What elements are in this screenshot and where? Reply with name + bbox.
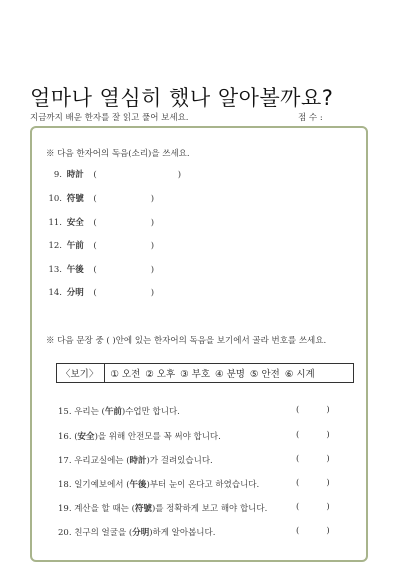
question-10 bbox=[30, 192, 154, 204]
answer-blank-15[interactable]: ( ) bbox=[296, 405, 330, 415]
hanja-word: 午前 bbox=[66, 241, 84, 251]
answer-blank[interactable]: ( ) bbox=[93, 170, 182, 180]
hanja-word: 午後 bbox=[129, 480, 147, 490]
sentence-start: 17. 우리교실에는 ( bbox=[58, 456, 130, 466]
section2-instruction: ※ 다음 문장 중 ( )안에 있는 한자어의 독음을 보기에서 골라 번호를 쓰세요. bbox=[46, 336, 327, 346]
question-9 bbox=[30, 168, 181, 180]
bogi-option-5: ⑤ 안전 bbox=[249, 369, 280, 380]
question-number: 11. bbox=[48, 218, 62, 228]
sentence-end: )을 위해 안전모를 꼭 써야 합니다. bbox=[94, 432, 221, 442]
sentence-start: 15. 우리는 ( bbox=[58, 407, 105, 417]
question-number: 14. bbox=[48, 288, 62, 298]
hanja-word: 分明 bbox=[132, 528, 150, 538]
question-13 bbox=[30, 263, 154, 275]
sentence-start: 19. 계산을 할 때는 ( bbox=[58, 504, 135, 514]
hanja-word: 符號 bbox=[66, 194, 84, 204]
answer-blank-20[interactable]: ( ) bbox=[296, 526, 330, 536]
question-number: 12. bbox=[48, 241, 62, 251]
answer-blank[interactable]: ( ) bbox=[93, 218, 155, 228]
score-label: 점 수 : bbox=[298, 113, 323, 123]
answer-blank[interactable]: ( ) bbox=[93, 194, 155, 204]
sentence-end: )를 정확하게 보고 해야 합니다. bbox=[151, 504, 268, 514]
hanja-word: 安全 bbox=[77, 432, 95, 442]
question-number: 9. bbox=[53, 170, 62, 180]
question-15 bbox=[58, 405, 180, 417]
answer-blank-18[interactable]: ( ) bbox=[296, 478, 330, 488]
worksheet-title: 얼마나 열심히 했나 알아볼까요? bbox=[30, 86, 334, 110]
bogi-box bbox=[56, 363, 354, 383]
sentence-end: )가 걸려있습니다. bbox=[146, 456, 213, 466]
answer-blank[interactable]: ( ) bbox=[93, 288, 155, 298]
bogi-option-6: ⑥ 시계 bbox=[284, 369, 315, 380]
hanja-word: 午前 bbox=[104, 407, 122, 417]
question-17 bbox=[58, 454, 213, 466]
answer-blank[interactable]: ( ) bbox=[93, 265, 155, 275]
sentence-end: )하게 알아봅니다. bbox=[149, 528, 216, 538]
bogi-label: 〈보기〉 bbox=[57, 364, 105, 382]
question-16 bbox=[58, 430, 221, 442]
sentence-start: 18. 일기예보에서 ( bbox=[58, 480, 130, 490]
hanja-word: 午後 bbox=[66, 265, 84, 275]
bogi-option-1: ① 오전 bbox=[110, 369, 141, 380]
section1-instruction: ※ 다음 한자어의 독음(소리)을 쓰세요. bbox=[46, 149, 190, 159]
bogi-option-2: ② 오후 bbox=[145, 369, 176, 380]
question-20 bbox=[58, 526, 215, 538]
sentence-end: )수업만 합니다. bbox=[121, 407, 180, 417]
bogi-option-4: ④ 분명 bbox=[215, 369, 245, 380]
hanja-word: 時計 bbox=[66, 170, 84, 180]
question-12 bbox=[30, 239, 154, 251]
answer-blank-19[interactable]: ( ) bbox=[296, 502, 330, 512]
sentence-start: 20. 친구의 얼굴을 ( bbox=[58, 528, 133, 538]
worksheet-subtitle: 지금까지 배운 한자를 잘 읽고 풀어 보세요. bbox=[30, 113, 189, 123]
question-18 bbox=[58, 478, 259, 490]
answer-blank-17[interactable]: ( ) bbox=[296, 454, 330, 464]
question-19 bbox=[58, 502, 267, 514]
question-number: 10. bbox=[48, 194, 62, 204]
question-11 bbox=[30, 216, 154, 228]
answer-blank-16[interactable]: ( ) bbox=[296, 430, 330, 440]
hanja-word: 安全 bbox=[66, 218, 84, 228]
question-14 bbox=[30, 286, 154, 298]
answer-blank[interactable]: ( ) bbox=[93, 241, 155, 251]
hanja-word: 分明 bbox=[66, 288, 84, 298]
hanja-word: 時計 bbox=[129, 456, 147, 466]
sentence-start: 16. ( bbox=[58, 432, 78, 442]
sentence-end: )부터 눈이 온다고 하였습니다. bbox=[146, 480, 260, 490]
hanja-word: 符號 bbox=[134, 504, 152, 514]
bogi-option-3: ③ 부호 bbox=[180, 369, 211, 380]
question-number: 13. bbox=[48, 265, 62, 275]
